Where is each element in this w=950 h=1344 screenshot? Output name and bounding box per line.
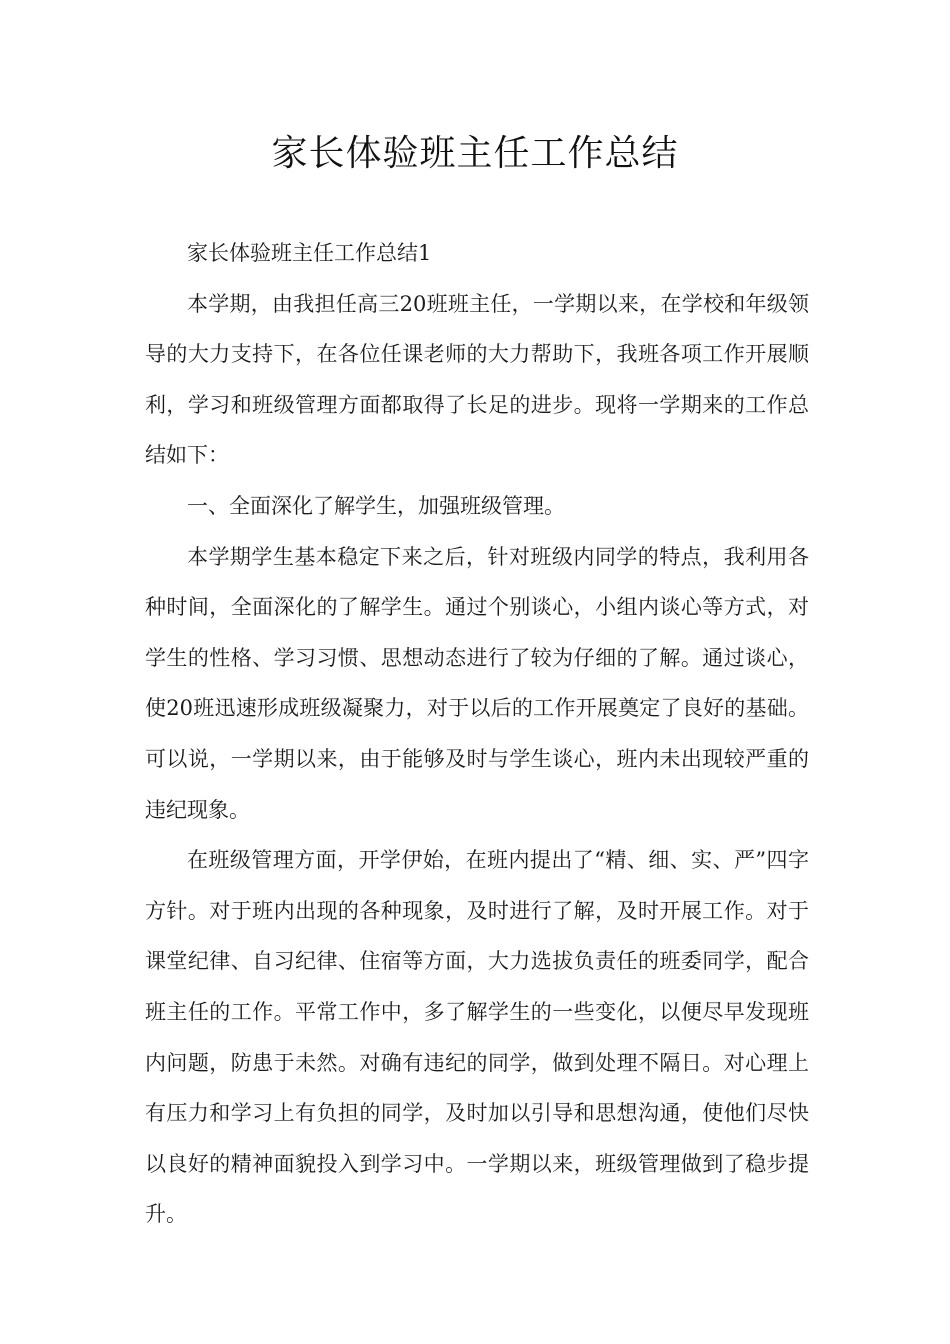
document-title: 家长体验班主任工作总结 xyxy=(271,133,679,174)
paragraph-understanding-students: 本学期学生基本稳定下来之后，针对班级内同学的特点，我利用各种时间，全面深化的了解学生。通过个别谈心，小组内谈心等方式，对学生的性格、学习习惯、思想动态进行了较为仔细的了解。通过谈心，使20班迅速形成班级凝聚力，对于以后的工作开展奠定了良好的基础。可以说，一学期以来，由于能够及时与学生谈心，班内未出现较严重的违纪现象。 xyxy=(145,544,809,822)
paragraph-section-heading: 一、全面深化了解学生，加强班级管理。 xyxy=(187,493,565,518)
paragraph-class-management: 在班级管理方面，开学伊始，在班内提出了“精、细、实、严”四字方针。对于班内出现的各种现象，及时进行了解，及时开展工作。对于课堂纪律、自习纪律、住宿等方面，大力选拔负责任的班委同学，配合班主任的工作。平常工作中，多了解学生的一些变化，以便尽早发现班内问题，防患于未然。对确有违纪的同学，做到处理不隔日。对心理上有压力和学习上有负担的同学，及时加以引导和思想沟通，使他们尽快以良好的精神面貌投入到学习中。一学期以来，班级管理做到了稳步提升。 xyxy=(145,848,809,1227)
paragraph-intro: 本学期，由我担任高三20班班主任，一学期以来，在学校和年级领导的大力支持下，在各位任课老师的大力帮助下，我班各项工作开展顺利，学习和班级管理方面都取得了长足的进步。现将一学期来的工作总结如下： xyxy=(145,291,809,468)
document-body xyxy=(145,228,809,1240)
paragraph-subtitle: 家长体验班主任工作总结1 xyxy=(187,241,432,265)
